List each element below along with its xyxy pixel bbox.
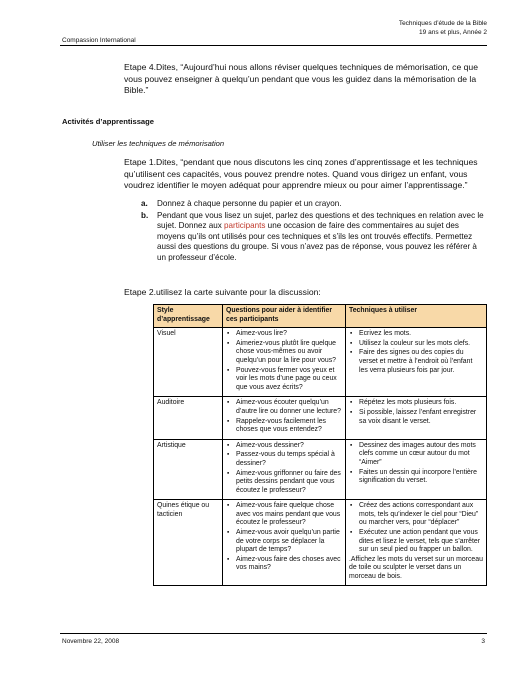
question-item: ▪ Aimez-vous griffonner ou faire des petits dessins pendant que vous écoutez le professeur? bbox=[226, 470, 342, 496]
header-style: Style d’apprentissage bbox=[154, 305, 223, 328]
substep-text: Donnez à chaque personne du papier et un crayon. bbox=[157, 199, 342, 208]
footer-divider bbox=[60, 633, 487, 634]
participants-highlight: participants bbox=[224, 221, 266, 231]
table-header-row bbox=[154, 305, 487, 328]
substep-text-after: une occasion de faire des commentaires au sujet des moyens qu’ils ont utilisés pour ces techniques et s’ils les ont trouvés effectifs. Permettez aussi des questions du groupe. Si vous n’avez pas de réponse, vous pouvez les référer à un professeur d’école. bbox=[157, 221, 477, 262]
questions-cell bbox=[223, 328, 346, 397]
question-item: ▪ Aimez-vous dessiner? bbox=[226, 442, 342, 451]
table-row bbox=[154, 397, 487, 439]
question-item: ▪ Aimez-vous faire des choses avec vos mains? bbox=[226, 556, 342, 573]
question-item: ▪ Aimeriez-vous plutôt lire quelque chose vous-mêmes ou avoir quelqu’un pour la lire pour vous? bbox=[226, 340, 342, 366]
substep-marker: a. bbox=[141, 199, 148, 208]
style-cell: Artistique bbox=[154, 439, 223, 500]
table-row bbox=[154, 328, 487, 397]
step2-paragraph: Etape 2.utilisez la carte suivante pour la discussion: bbox=[124, 287, 321, 297]
page-number: 3 bbox=[481, 638, 485, 645]
technique-item: ▪ Exécutez une action pendant que vous dites et lisez le verset, tels que s’arrêter sur un seul pied ou frapper un ballon. bbox=[349, 529, 483, 555]
table-row bbox=[154, 439, 487, 500]
header-organization: Compassion International bbox=[62, 37, 136, 44]
question-item: ▪ Aimez-vous lire? bbox=[226, 330, 342, 339]
technique-item: ▪ Utilisez la couleur sur les mots clefs. bbox=[349, 340, 483, 349]
footer-date: Novembre 22, 2008 bbox=[62, 638, 120, 645]
substep-a bbox=[141, 199, 487, 210]
substep-marker: b. bbox=[141, 210, 149, 220]
header-techniques: Techniques à utiliser bbox=[346, 305, 487, 328]
header-questions: Questions pour aider à identifier ces participants bbox=[223, 305, 346, 328]
intro-paragraph: Etape 4.Dites, “Aujourd’hui nous allons réviser quelques techniques de mémorisation, ce que vous pouvez enseigner à quelqu’un pendant que vous les guidez dans la mémorisation de la Bible.” bbox=[124, 62, 478, 95]
technique-item: ▪ Faire des signes ou des copies du verset et mettre à l’endroit où l’enfant les verra plusieurs fois par jour. bbox=[349, 349, 483, 375]
question-item: ▪ Aimez-vous écouter quelqu’un d’autre lire ou donner une lecture? bbox=[226, 399, 342, 416]
section-heading: Activités d’apprentissage bbox=[62, 117, 155, 126]
header-document-title bbox=[399, 19, 487, 37]
technique-note: .Affichez les mots du verset sur un morceau de toile ou sculpter le verset dans un morceau de bois. bbox=[349, 555, 483, 581]
technique-item: ▪ Ecrivez les mots. bbox=[349, 330, 483, 339]
question-item: ▪ Aimez-vous avoir quelqu’un partie de votre corps se déplacer la plupart de temps? bbox=[226, 529, 342, 555]
step1-paragraph: Etape 1.Dites, “pendant que nous discutons les cinq zones d’apprentissage et les techniques qu’utilisent ces capacités, vous pouvez prendre notes. Quand vous dirigez un enfant, vous voudrez identifier le moyen adéquat pour apprendre mieux ou pour aimer l’apprentissage.” bbox=[124, 157, 478, 190]
techniques-cell bbox=[346, 500, 487, 585]
technique-item: ▪ Créez des actions correspondant aux mots, tels qu’indexer le ciel pour “Dieu” ou marcher vers, pour “déplacer” bbox=[349, 502, 483, 528]
learning-styles-table bbox=[153, 304, 487, 586]
subheading: Utiliser les techniques de mémorisation bbox=[92, 139, 225, 148]
header-title-line2: 19 ans et plus, Année 2 bbox=[419, 29, 487, 36]
techniques-cell bbox=[346, 439, 487, 500]
substep-text-before: Pendant que vous lisez un sujet, parlez des questions et des techniques en relation avec le sujet. Donnez aux bbox=[157, 210, 484, 231]
header-divider bbox=[60, 45, 487, 46]
technique-item: ▪ Faites un dessin qui incorpore l’entière signification du verset. bbox=[349, 469, 483, 486]
technique-item: ▪ Répétez les mots plusieurs fois. bbox=[349, 399, 483, 408]
technique-item: ▪ Si possible, laissez l’enfant enregistrer sa voix disant le verset. bbox=[349, 409, 483, 426]
questions-cell bbox=[223, 439, 346, 500]
question-item: ▪ Aimez-vous faire quelque chose avec vos mains pendant que vous écoutez le professeur? bbox=[226, 502, 342, 528]
techniques-cell bbox=[346, 397, 487, 439]
table-row bbox=[154, 500, 487, 585]
question-item: ▪ Pouvez-vous fermer vos yeux et voir les mots d’une page ou ceux que vous avez écrits? bbox=[226, 367, 342, 393]
techniques-cell bbox=[346, 328, 487, 397]
substep-b bbox=[141, 211, 487, 264]
step1-substeps bbox=[141, 199, 487, 265]
questions-cell bbox=[223, 500, 346, 585]
technique-item: ▪ Dessinez des images autour des mots clefs comme un cœur autour du mot “Aimer” bbox=[349, 442, 483, 468]
style-cell: Visuel bbox=[154, 328, 223, 397]
style-cell: Auditoire bbox=[154, 397, 223, 439]
style-cell: Quines étique ou tacticien bbox=[154, 500, 223, 585]
question-item: ▪ Rappelez-vous facilement les choses que vous entendez? bbox=[226, 418, 342, 435]
question-item: ▪ Passez-vous du temps spécial à dessiner? bbox=[226, 451, 342, 468]
questions-cell bbox=[223, 397, 346, 439]
header-title-line1: Techniques d’étude de la Bible bbox=[398, 20, 487, 27]
